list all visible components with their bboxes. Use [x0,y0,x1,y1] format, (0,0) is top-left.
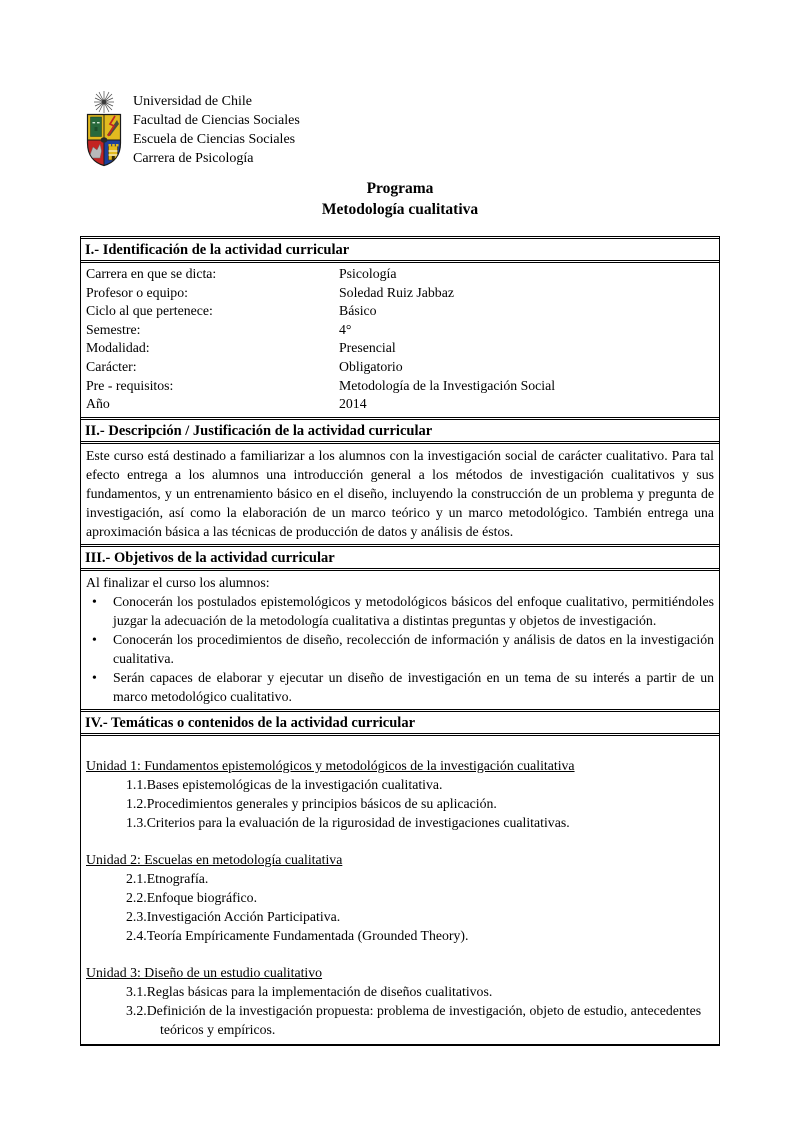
section-iii-body [81,571,719,709]
unit-item: 2.3.Investigación Acción Participativa. [126,908,341,924]
letterhead [84,91,720,168]
id-label: Profesor o equipo: [86,284,188,300]
objective-text: Conocerán los procedimientos de diseño, recolección de información y análisis de datos en la investigación cualitativa. [113,631,714,666]
id-value: Metodología de la Investigación Social [339,377,556,393]
id-label: Carácter: [86,358,137,374]
program-table [80,236,720,1046]
title-line-course: Metodología cualitativa [321,201,479,218]
unit-2 [86,850,714,945]
objective-text: Conocerán los postulados epistemológicos y metodológicos básicos del enfoque cualitativo, permitiéndoles juzgar la adecuación de la metodología cualitativa a distintas preguntas y objetos de investigación. [113,593,714,628]
id-value: Soledad Ruiz Jabbaz [339,284,454,300]
title-line-programa: Programa [366,180,434,197]
unit-item: 1.2.Procedimientos generales y principios básicos de su aplicación. [126,795,497,811]
section-i-body [81,263,719,417]
institution-line-career: Carrera de Psicología [133,151,254,166]
institution-block [133,91,300,168]
id-label: Carrera en que se dicta: [86,266,217,281]
unit-1 [86,756,714,832]
bullet-dot-icon: • [92,669,97,685]
bullet-dot-icon: • [92,631,97,647]
unit-2-title: Unidad 2: Escuelas en metodología cualitativa [86,851,343,867]
unit-3-title: Unidad 3: Diseño de un estudio cualitativo [86,964,323,980]
universidad-de-chile-crest-icon [84,91,124,167]
id-label: Modalidad: [86,340,150,356]
id-value: Presencial [339,340,396,356]
id-row-modalidad [86,339,714,358]
description-paragraph: Este curso está destinado a familiarizar a los alumnos con la investigación social de carácter cualitativo. Para tal efecto entrega a los alumnos una introducción general a los métodos de investigación cualitativos y sus fundamentos, y un entrenamiento básico en el diseño, incluyendo la construcción de un problema y pregunta de investigación, así como la elaboración de un marco teórico y un marco metodológico. También entrega una aproximación básica a las técnicas de producción de datos y análisis de éstos. [86,447,714,539]
section-i-heading: I.- Identificación de la actividad curricular [81,236,719,263]
unit-item: 3.1.Reglas básicas para la implementación de diseños cualitativos. [126,983,493,999]
id-value: 2014 [339,396,367,412]
objectives-intro: Al finalizar el curso los alumnos: [86,574,270,590]
unit-3 [86,963,714,1039]
section-ii-heading: II.- Descripción / Justificación de la actividad curricular [81,417,719,444]
id-row-ano [86,395,714,414]
id-label: Ciclo al que pertenece: [86,303,213,319]
section-iv-body [81,736,719,1044]
unit-item: 2.4.Teoría Empíricamente Fundamentada (Grounded Theory). [126,927,469,943]
id-row-caracter [86,358,714,377]
id-value: Básico [339,303,377,319]
id-row-prerequisitos [86,377,714,396]
unit-item: 1.3.Criterios para la evaluación de la rigurosidad de investigaciones cualitativas. [126,814,570,830]
objective-bullet [86,592,714,630]
id-value: Psicología [339,266,397,281]
institution-line-faculty: Facultad de Ciencias Sociales [133,113,300,128]
unit-1-title: Unidad 1: Fundamentos epistemológicos y metodológicos de la investigación cualitativa [86,757,575,773]
institution-line-university: Universidad de Chile [133,94,252,109]
section-iv-heading: IV.- Temáticas o contenidos de la actividad curricular [81,709,719,736]
institution-line-school: Escuela de Ciencias Sociales [133,132,296,147]
id-label: Pre - requisitos: [86,377,174,393]
unit-item: 2.2.Enfoque biográfico. [126,889,258,905]
unit-item: 3.2.Definición de la investigación propuesta: problema de investigación, objeto de estudio, antecedentes teóricos y empíricos. [126,1002,702,1037]
section-iii-heading: III.- Objetivos de la actividad curricular [81,544,719,571]
objective-bullet [86,630,714,668]
unit-item: 1.1.Bases epistemológicas de la investigación cualitativa. [126,776,443,792]
bullet-dot-icon: • [92,593,97,609]
id-label: Semestre: [86,321,141,337]
id-row-ciclo [86,302,714,321]
id-value: Obligatorio [339,358,403,374]
objective-bullet [86,668,714,706]
id-row-profesor [86,284,714,303]
objective-text: Serán capaces de elaborar y ejecutar un diseño de investigación en un tema de su interés a partir de un marco metodológico cualitativo. [113,669,714,704]
id-label: Año [86,396,110,412]
id-row-semestre [86,321,714,340]
document-title [80,178,720,220]
id-value: 4° [339,321,352,337]
id-row-carrera [86,265,714,284]
section-ii-body [81,444,719,544]
unit-item: 2.1.Etnografía. [126,870,209,886]
